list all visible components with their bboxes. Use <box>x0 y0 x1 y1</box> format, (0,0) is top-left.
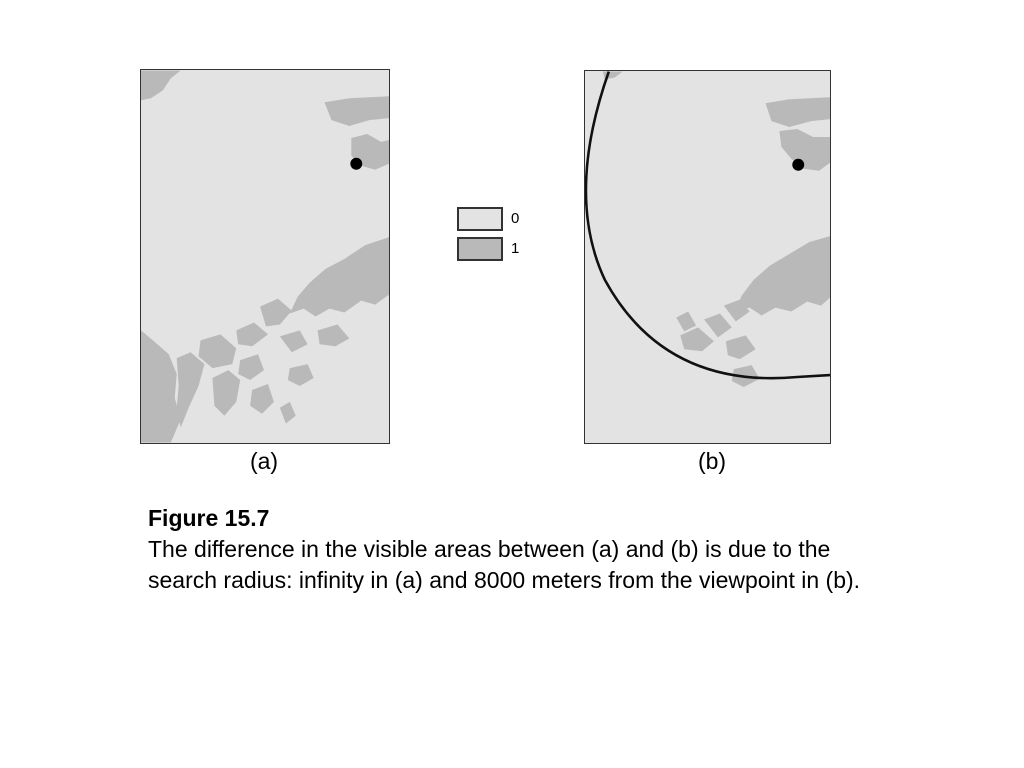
visibility-map-a <box>141 70 389 443</box>
panel-label-a: (a) <box>249 448 279 474</box>
figure-caption <box>148 503 868 596</box>
legend-swatch-1 <box>457 237 503 261</box>
panel-label-b: (b) <box>697 448 727 474</box>
viewpoint-marker-b <box>792 159 804 171</box>
legend-label-0: 0 <box>511 210 520 227</box>
legend-label-1: 1 <box>511 240 520 257</box>
caption-text: The difference in the visible areas between (a) and (b) is due to the search radius: infinity in (a) and 8000 meters from the viewpoint in (b). <box>148 536 861 593</box>
caption-title: Figure 15.7 <box>148 505 270 531</box>
map-panel-a <box>140 69 390 444</box>
legend-swatch-0 <box>457 207 503 231</box>
visibility-map-b <box>585 71 830 443</box>
viewpoint-marker-a <box>350 158 362 170</box>
map-panel-b <box>584 70 831 444</box>
